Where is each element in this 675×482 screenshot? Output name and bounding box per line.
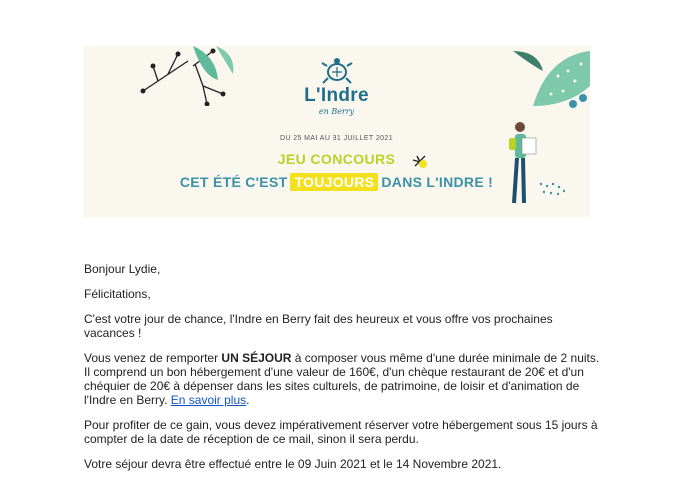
- contest-title: JEU CONCOURS: [277, 151, 396, 167]
- prize-start: Vous venez de remporter: [84, 351, 222, 365]
- greeting: Bonjour Lydie,: [84, 262, 161, 276]
- prize-end: .: [246, 393, 250, 407]
- prize-bold: UN SÉJOUR: [221, 351, 292, 365]
- contest-dates: DU 25 MAI AU 31 JUILLET 2021: [279, 135, 393, 142]
- leaf-decoration-icon: [188, 46, 238, 81]
- promo-banner: [83, 46, 590, 217]
- turtle-logo-icon: [320, 56, 354, 86]
- intro-paragraph: C'est votre jour de chance, l'Indre en Berry fait des heureux et vous offre vos prochaines vacances !: [84, 312, 553, 340]
- congratulations: Félicitations,: [84, 287, 151, 301]
- logo-subtitle: en Berry: [318, 107, 355, 116]
- slogan-end: DANS L'INDRE !: [381, 174, 494, 190]
- slogan-start: CET ÉTÉ C'EST: [179, 174, 288, 190]
- contest-slogan: [83, 174, 590, 190]
- learn-more-link[interactable]: En savoir plus: [170, 393, 247, 407]
- prize-details: à composer vous même d'une durée minimale de 2 nuits. Il comprend un bon hébergement d'une valeur de 160€, d'un chèque restaurant de 20€ et d'un chéquier de 20€ à dépenser dans les sites culturels, de patrimoine, de loisir et d'animation de l'Indre en Berry.: [84, 351, 600, 407]
- stay-dates-paragraph: Votre séjour devra être effectué entre le 09 Juin 2021 et le 14 Novembre 2021.: [84, 457, 502, 471]
- email-body: [84, 262, 604, 482]
- booking-paragraph: Pour profiter de ce gain, vous devez impérativement réserver votre hébergement sous 15 jours à compter de la date de réception de ce mail, sinon il sera perdu.: [84, 418, 598, 446]
- slogan-highlight: TOUJOURS: [290, 173, 378, 191]
- prize-paragraph: [84, 351, 604, 407]
- logo-title: L'Indre: [304, 85, 369, 106]
